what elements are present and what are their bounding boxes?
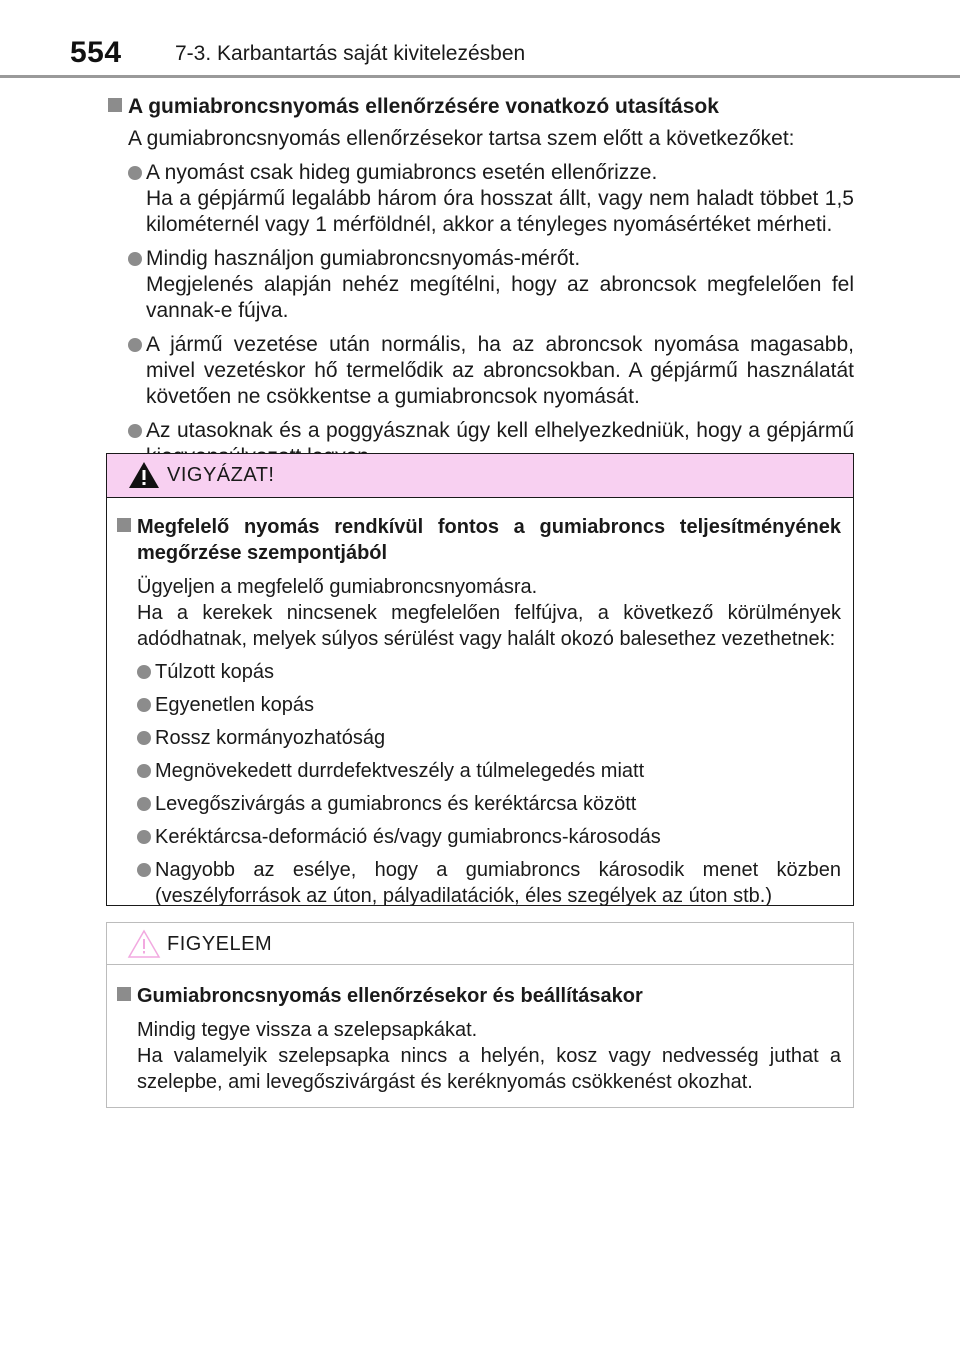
bullet-dot-icon [137,764,151,778]
bullet-dot-icon [128,166,142,180]
bullet-dot-icon [137,863,151,877]
caution-body [107,498,853,909]
square-bullet-icon [117,987,131,1001]
caution-header [107,454,853,498]
bullet-dot-icon [137,665,151,679]
bullet-text: A nyomást csak hideg gumiabroncs esetén ellenőrizze. [146,161,658,184]
bullet-text: Ha a gépjármű legalább három óra hosszat állt, vagy nem haladt többet 1,5 kilométernél vagy 1 mérföldnél, akkor a tényleges nyomásértéket mérheti. [146,187,854,236]
bullet-dot-icon [137,797,151,811]
list-item: Rossz kormányozhatóság [137,725,841,751]
caution-bullet-list [117,659,841,909]
bullet-dot-icon [137,698,151,712]
bullet-text: Megjelenés alapján nehéz megítélni, hogy az abroncsok megfelelően fel vannak-e fújva. [146,273,854,322]
chapter-title: 7-3. Karbantartás saját kivitelezésben [175,42,526,65]
list-item [128,332,854,410]
list-item: Megnövekedett durrdefektveszély a túlmelegedés miatt [137,758,841,784]
bullet-dot-icon [128,252,142,266]
list-item: Levegőszivárgás a gumiabroncs és keréktárcsa között [137,791,841,817]
notice-paragraph: Mindig tegye vissza a szelepsapkákat. Ha valamelyik szelepsapka nincs a helyén, kosz vagy nedvesség juthat a szelepbe, ami levegőszivárgást és keréknyomás csökkenést okozhat. [137,1019,841,1093]
bullet-dot-icon [128,338,142,352]
list-item: Egyenetlen kopás [137,692,841,718]
section-intro: A gumiabroncsnyomás ellenőrzésekor tartsa szem előtt a következőket: [128,127,795,150]
list-item [128,160,854,238]
caution-title-cont: megőrzése szempontjából [137,542,388,564]
bullet-text: Mindig használjon gumiabroncsnyomás-mérőt. [146,247,581,270]
tire-pressure-section [108,94,854,470]
notice-header [107,923,853,965]
warning-triangle-icon [127,460,161,490]
list-item [128,246,854,324]
bullet-text: A jármű vezetése után normális, ha az abroncsok nyomása magasabb, mivel vezetéskor hő termelődik az abroncsokban. A gépjármű használatát követően ne csökkentse a gumiabroncsok nyomását. [146,333,854,408]
notice-body [107,965,853,1095]
bullet-dot-icon [137,731,151,745]
notice-title: Gumiabroncsnyomás ellenőrzésekor és beállításakor [117,983,841,1009]
square-bullet-icon [117,518,131,532]
caution-label: VIGYÁZAT! [167,464,275,486]
section-heading [108,94,854,120]
page-header [0,0,960,80]
bullet-text: Az utasoknak és a poggyásznak úgy kell elhelyezkedniük, hogy a gépjármű [146,419,854,442]
list-item: Túlzott kopás [137,659,841,685]
notice-triangle-icon [127,929,161,959]
section-bullet-list [108,160,854,470]
notice-box [106,922,854,1108]
notice-label: FIGYELEM [167,933,273,955]
square-bullet-icon [108,98,122,112]
bullet-dot-icon [137,830,151,844]
header-divider [0,75,960,78]
caution-box [106,453,854,906]
caution-paragraph: Ügyeljen a megfelelő gumiabroncsnyomásra. Ha a kerekek nincsenek megfelelően felfújva, a következő körülmények adódhatnak, melyek súlyos sérülést vagy halált okozó balesethez vezethetnek: [137,576,841,650]
bullet-dot-icon [128,424,142,438]
page-number: 554 [70,36,122,69]
list-item: Keréktárcsa-deformáció és/vagy gumiabroncs-károsodás [137,824,841,850]
caution-title: Megfelelő nyomás rendkívül fontos a gumiabroncs teljesítményének megőrzése szempontjából [117,514,841,566]
section-title: A gumiabroncsnyomás ellenőrzésére vonatkozó utasítások [128,95,719,118]
list-item: Nagyobb az esélye, hogy a gumiabroncs károsodik menet közben (veszélyforrások az úton, pályadilatációk, éles szegélyek az úton stb.) [137,857,841,909]
